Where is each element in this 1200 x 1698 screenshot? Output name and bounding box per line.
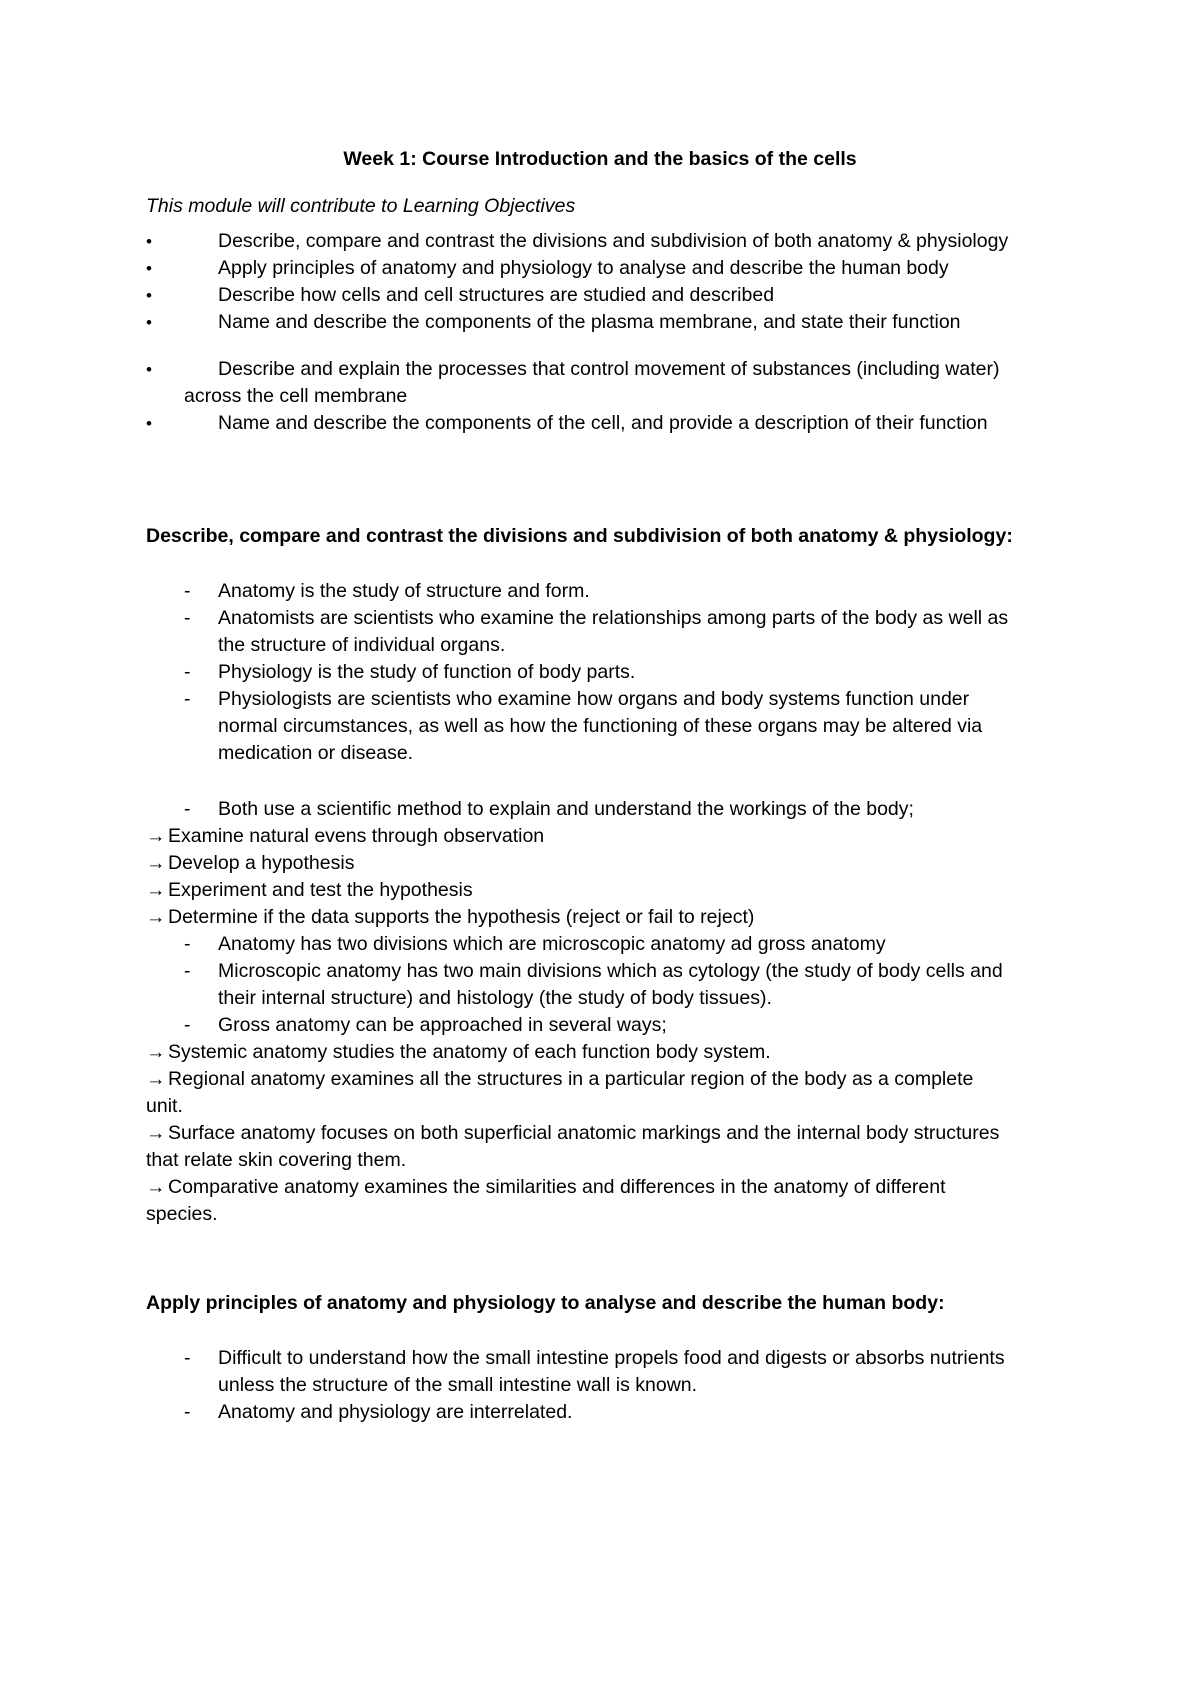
dash-icon: - (184, 933, 191, 955)
section-heading: Describe, compare and contrast the divisions and subdivision of both anatomy & physiology: (146, 525, 1013, 547)
list-item: Anatomy is the study of structure and form. (218, 580, 590, 602)
objective-item-continuation: across the cell membrane (184, 385, 408, 407)
arrow-item (146, 1120, 999, 1147)
arrow-right-icon: → (146, 825, 166, 847)
bullet-icon: • (146, 360, 152, 379)
arrow-item (146, 1066, 973, 1093)
list-item-continuation: their internal structure) and histology (the study of body tissues). (218, 987, 772, 1009)
list-item: Physiology is the study of function of body parts. (218, 661, 636, 683)
arrow-item-continuation: that relate skin covering them. (146, 1149, 407, 1171)
document-subtitle: This module will contribute to Learning Objectives (146, 195, 576, 217)
arrow-item-continuation: species. (146, 1203, 218, 1225)
bullet-icon: • (146, 286, 152, 305)
arrow-item-text: Examine natural evens through observation (168, 825, 545, 847)
objective-item: Name and describe the components of the cell, and provide a description of their function (218, 412, 988, 434)
list-item-continuation: normal circumstances, as well as how the functioning of these organs may be altered via (218, 715, 983, 737)
objective-item: Name and describe the components of the plasma membrane, and state their function (218, 311, 961, 333)
list-item-continuation: the structure of individual organs. (218, 634, 506, 656)
arrow-right-icon: → (146, 906, 166, 928)
arrow-right-icon: → (146, 1041, 166, 1063)
arrow-item (146, 877, 473, 904)
dash-icon: - (184, 1401, 191, 1423)
objective-item: Describe and explain the processes that control movement of substances (including water) (218, 358, 1000, 380)
dash-icon: - (184, 607, 191, 629)
objective-item: Apply principles of anatomy and physiology to analyse and describe the human body (218, 257, 949, 279)
objective-item: Describe how cells and cell structures are studied and described (218, 284, 775, 306)
arrow-item-continuation: unit. (146, 1095, 183, 1117)
arrow-item (146, 904, 754, 931)
section-heading: Apply principles of anatomy and physiology to analyse and describe the human body: (146, 1292, 945, 1314)
list-item: Both use a scientific method to explain and understand the workings of the body; (218, 798, 914, 820)
objective-item: Describe, compare and contrast the divisions and subdivision of both anatomy & physiology (218, 230, 1009, 252)
dash-icon: - (184, 1347, 191, 1369)
list-item: Physiologists are scientists who examine how organs and body systems function under (218, 688, 970, 710)
arrow-item-text: Develop a hypothesis (168, 852, 355, 874)
dash-icon: - (184, 960, 191, 982)
list-item: Gross anatomy can be approached in several ways; (218, 1014, 667, 1036)
arrow-right-icon: → (146, 1122, 166, 1144)
list-item-continuation: unless the structure of the small intestine wall is known. (218, 1374, 698, 1396)
arrow-right-icon: → (146, 879, 166, 901)
dash-icon: - (184, 661, 191, 683)
arrow-right-icon: → (146, 1176, 166, 1198)
arrow-item (146, 1174, 946, 1201)
arrow-item (146, 1039, 771, 1066)
arrow-item-text: Surface anatomy focuses on both superficial anatomic markings and the internal body structures (168, 1122, 1000, 1144)
dash-icon: - (184, 798, 191, 820)
dash-icon: - (184, 580, 191, 602)
list-item: Anatomy has two divisions which are microscopic anatomy ad gross anatomy (218, 933, 886, 955)
arrow-item (146, 850, 354, 877)
arrow-right-icon: → (146, 1068, 166, 1090)
arrow-item (146, 823, 544, 850)
arrow-item-text: Experiment and test the hypothesis (168, 879, 473, 901)
arrow-item-text: Systemic anatomy studies the anatomy of each function body system. (168, 1041, 771, 1063)
bullet-icon: • (146, 259, 152, 278)
list-item: Microscopic anatomy has two main divisions which as cytology (the study of body cells and (218, 960, 1003, 982)
list-item-continuation: medication or disease. (218, 742, 414, 764)
bullet-icon: • (146, 313, 152, 332)
bullet-icon: • (146, 232, 152, 251)
dash-icon: - (184, 688, 191, 710)
arrow-item-text: Determine if the data supports the hypothesis (reject or fail to reject) (168, 906, 755, 928)
bullet-icon: • (146, 414, 152, 433)
arrow-item-text: Regional anatomy examines all the structures in a particular region of the body as a complete (168, 1068, 974, 1090)
dash-icon: - (184, 1014, 191, 1036)
list-item: Difficult to understand how the small intestine propels food and digests or absorbs nutrients (218, 1347, 1005, 1369)
list-item: Anatomists are scientists who examine the relationships among parts of the body as well as (218, 607, 1009, 629)
document-title: Week 1: Course Introduction and the basics of the cells (343, 148, 857, 170)
arrow-item-text: Comparative anatomy examines the similarities and differences in the anatomy of different (168, 1176, 946, 1198)
list-item: Anatomy and physiology are interrelated. (218, 1401, 573, 1423)
arrow-right-icon: → (146, 852, 166, 874)
